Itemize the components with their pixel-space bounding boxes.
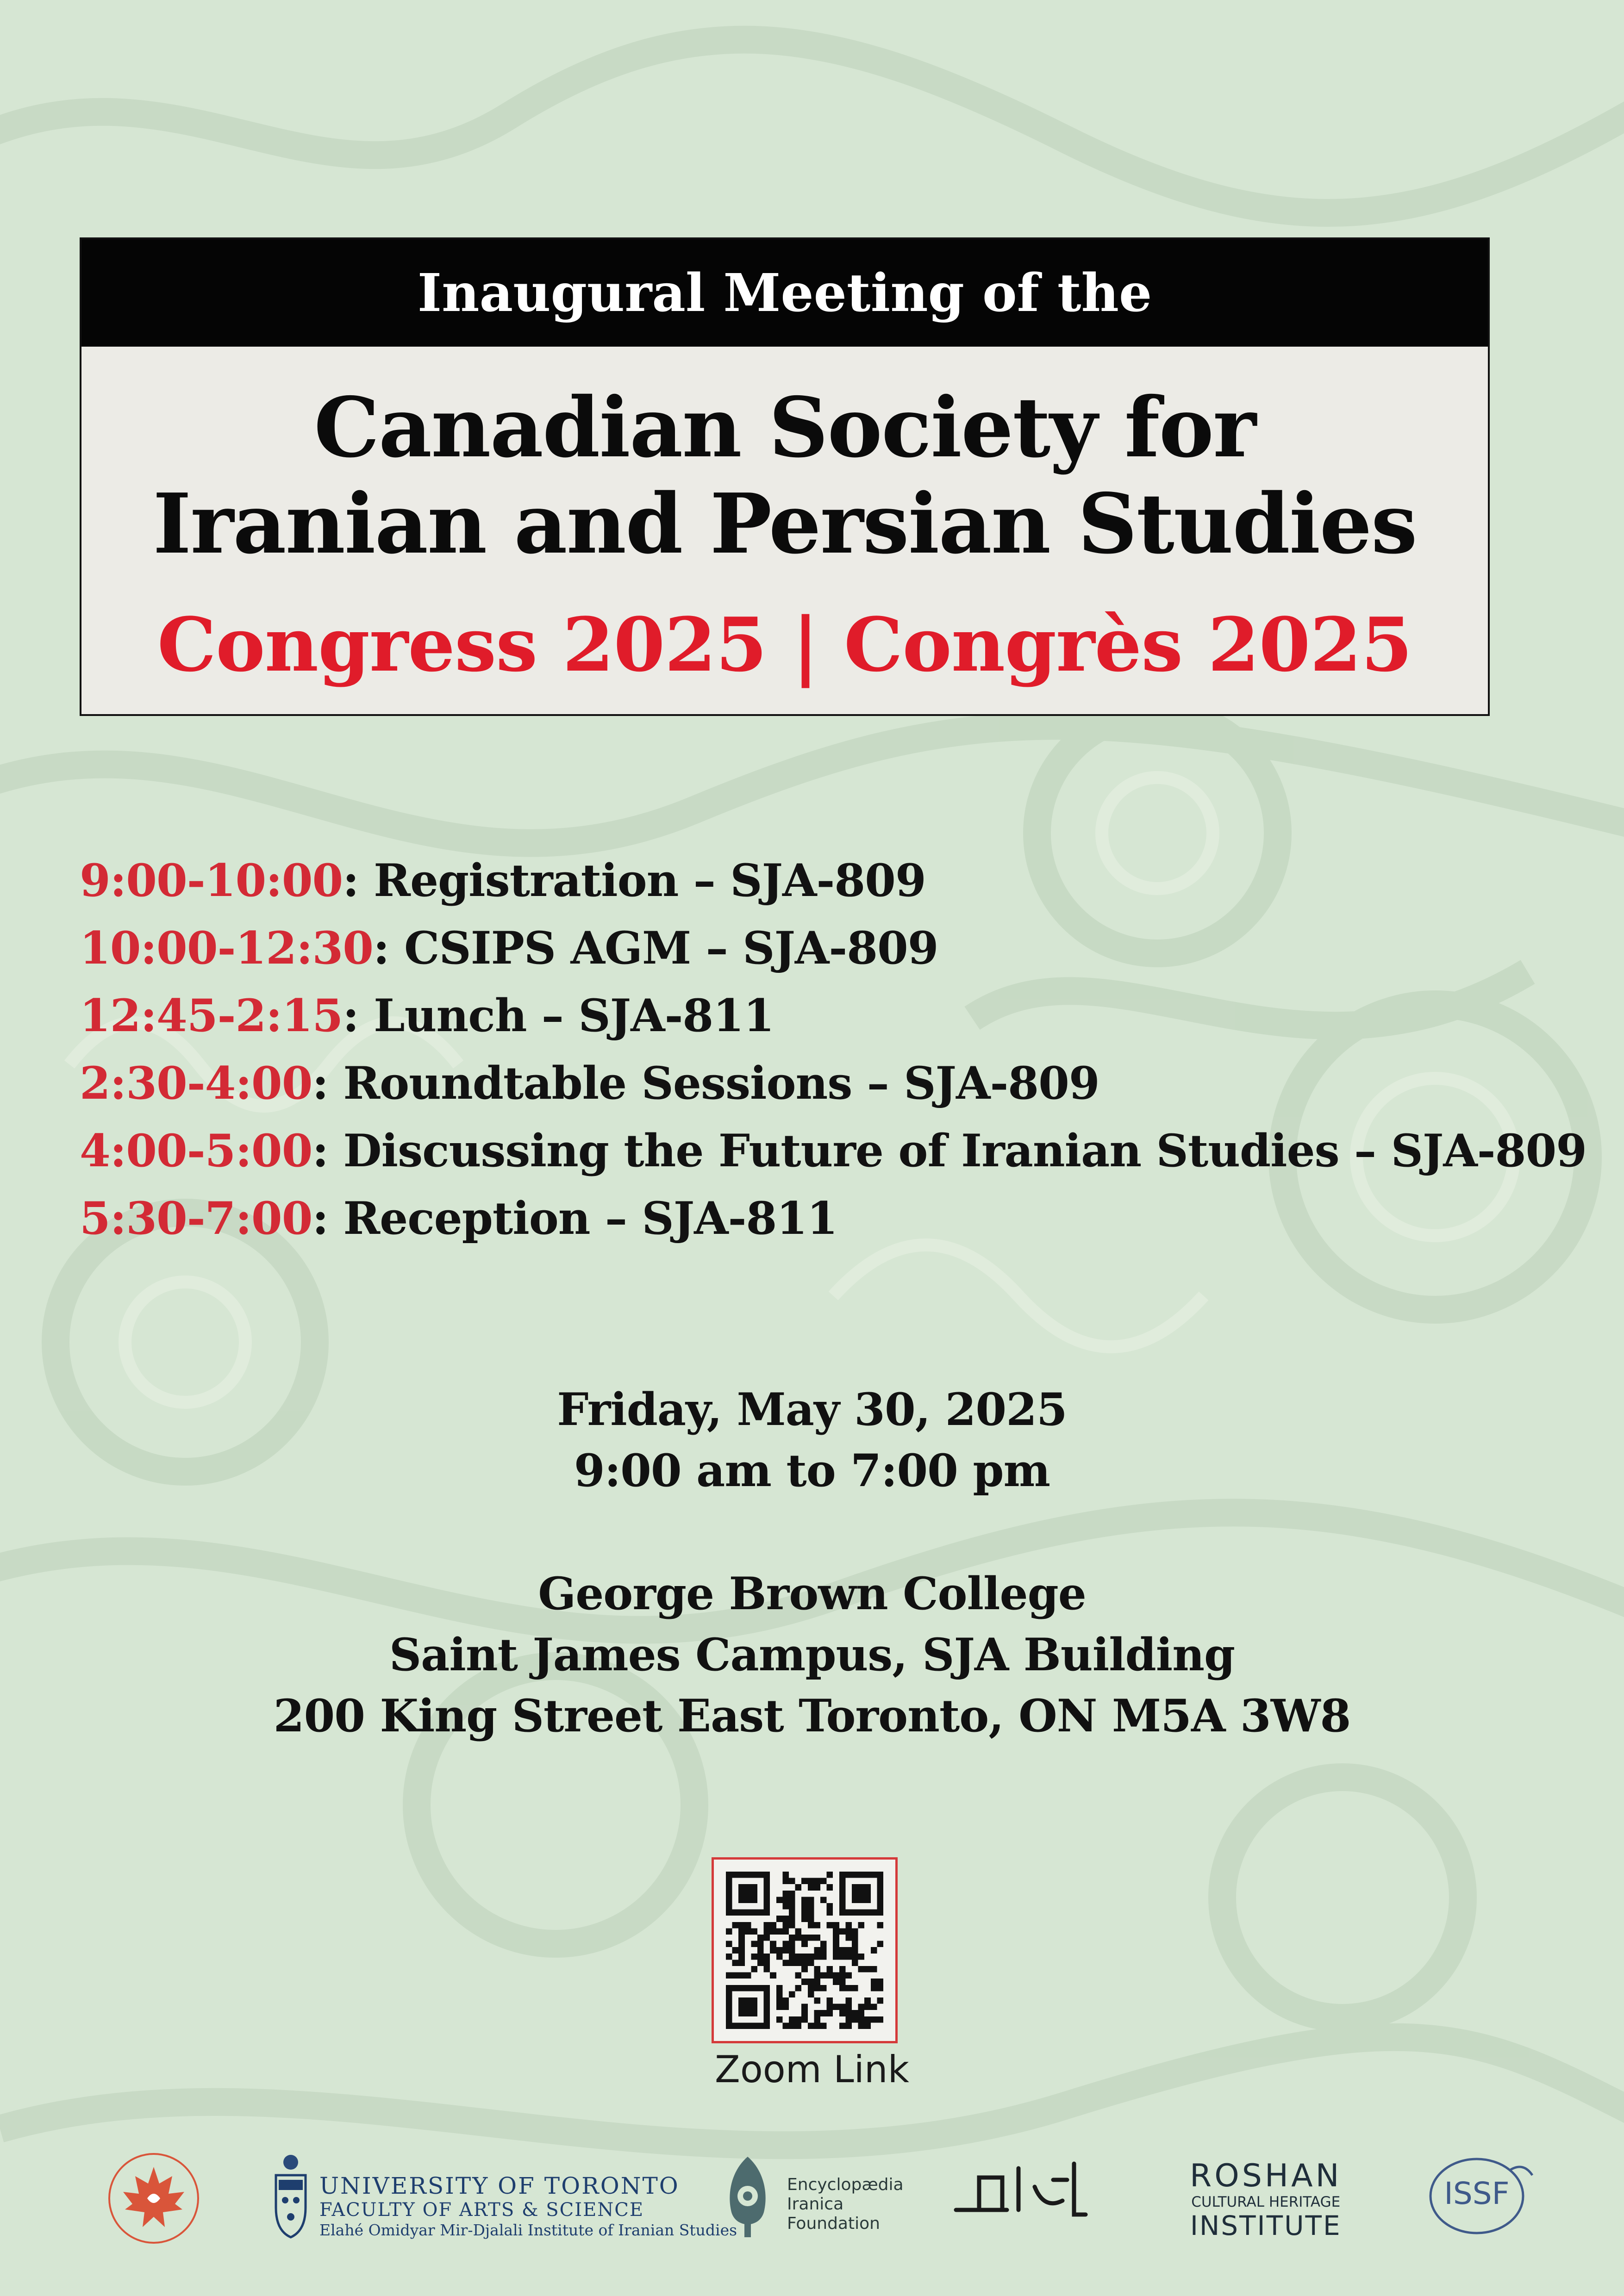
schedule-item: [80, 1050, 1587, 1117]
schedule-time: 9:00-10:00: [80, 854, 343, 907]
schedule-item: [80, 1185, 1587, 1252]
issf-logo: [1426, 2152, 1537, 2240]
uoft-crest-icon: [272, 2152, 309, 2240]
roshan-sub1: CULTURAL HERITAGE: [1191, 2194, 1341, 2210]
zoom-link-label: Zoom Link: [715, 2048, 909, 2091]
encyclopaedia-iranica-text: [787, 2175, 904, 2234]
roshan-main: ROSHAN: [1190, 2158, 1342, 2194]
roshan-sub2: INSTITUTE: [1190, 2210, 1342, 2241]
schedule-item: [80, 915, 1587, 982]
qr-code-icon: [726, 1872, 883, 2029]
encyclopaedia-line3: Foundation: [787, 2214, 880, 2233]
schedule-activity: : Roundtable Sessions – SJA-809: [312, 1057, 1099, 1109]
uoft-name: UNIVERSITY OF TORONTO: [319, 2172, 680, 2199]
issf-text: ISSF: [1444, 2176, 1510, 2211]
uoft-faculty: FACULTY OF ARTS & SCIENCE: [319, 2199, 644, 2221]
schedule-activity: : Registration – SJA-809: [343, 854, 926, 907]
schedule-activity: : CSIPS AGM – SJA-809: [373, 922, 938, 974]
congress-title: Congress 2025 | Congrès 2025: [157, 601, 1412, 688]
event-venue: [0, 1563, 1624, 1747]
schedule-time: 2:30-4:00: [80, 1057, 312, 1109]
schedule-activity: : Lunch – SJA-811: [343, 989, 774, 1042]
society-title-line1: Canadian Society for: [314, 379, 1255, 476]
iran-nameh-calligraphy-logo: [951, 2154, 1095, 2228]
schedule-time: 5:30-7:00: [80, 1192, 312, 1244]
uoft-institute: Elahé Omidyar Mir-Djalali Institute of Iranian Studies: [319, 2221, 737, 2239]
zoom-qr-code[interactable]: [712, 1857, 898, 2043]
schedule-item: [80, 1117, 1587, 1185]
encyclopaedia-iranica-emblem-icon: [722, 2152, 773, 2240]
venue-campus: Saint James Campus, SJA Building: [389, 1629, 1235, 1681]
schedule-time: 4:00-5:00: [80, 1125, 312, 1177]
csips-maple-leaf-logo: [103, 2147, 205, 2249]
schedule-list: [80, 847, 1587, 1252]
title-panel: [80, 237, 1490, 716]
header-kicker: Inaugural Meeting of the: [81, 239, 1488, 347]
schedule-item: [80, 982, 1587, 1050]
uoft-logo-text: [319, 2173, 737, 2240]
society-title-line2: Iranian and Persian Studies: [153, 475, 1417, 572]
event-date: Friday, May 30, 2025: [557, 1383, 1067, 1436]
venue-name: George Brown College: [538, 1568, 1086, 1620]
schedule-activity: : Reception – SJA-811: [312, 1192, 837, 1244]
schedule-time: 10:00-12:30: [80, 922, 374, 974]
event-hours: 9:00 am to 7:00 pm: [574, 1444, 1050, 1497]
schedule-activity: : Discussing the Future of Iranian Studies – SJA-809: [312, 1125, 1587, 1177]
event-datetime: [0, 1379, 1624, 1501]
schedule-time: 12:45-2:15: [80, 989, 343, 1042]
encyclopaedia-line2: Iranica: [787, 2195, 844, 2214]
venue-address: 200 King Street East Toronto, ON M5A 3W8: [273, 1690, 1351, 1742]
schedule-item: [80, 847, 1587, 915]
roshan-institute-logo: [1190, 2159, 1342, 2240]
encyclopaedia-line1: Encyclopædia: [787, 2175, 904, 2194]
